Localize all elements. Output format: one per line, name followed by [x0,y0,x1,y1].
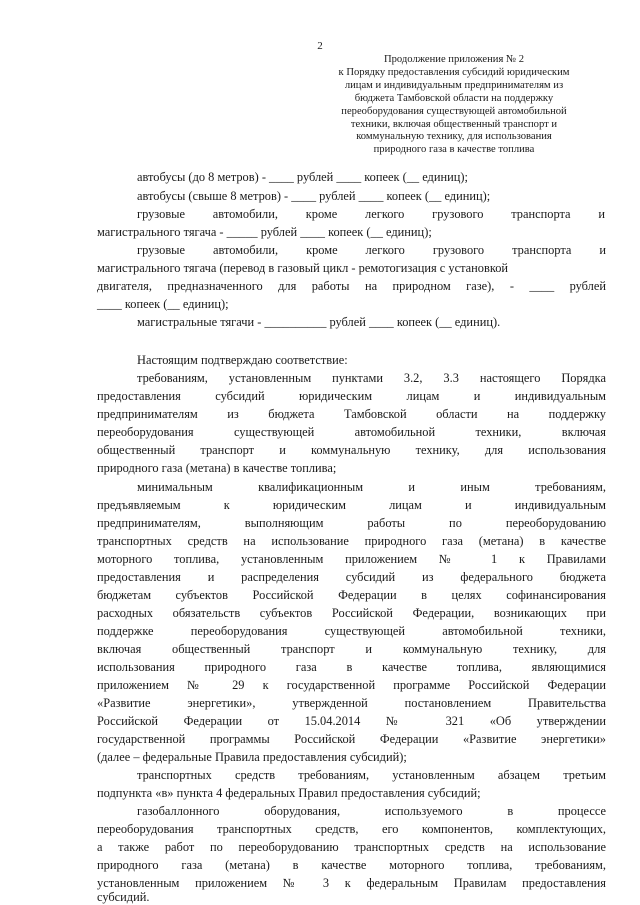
body-line: требованиям, установленным пунктами 3.2, 3.3 настоящего Порядка [137,371,606,385]
body-line: транспортных средств требованиям, установленным абзацем третьим [137,768,606,782]
body-line: Настоящим подтверждаю соответствие: [137,353,348,367]
body-line: предоставления субсидий юридическим лицам и индивидуальным [97,389,606,403]
header-line: природного газа в качестве топлива [373,144,535,156]
body-line: подпункта «в» пункта 4 федеральных Правил предоставления субсидий; [97,786,481,800]
body-line: транспортных средств на использование природного газа (метана) в качестве [97,534,606,548]
body-line: моторного топлива, установленным приложением № 1 к Правилами [97,552,606,566]
body-line: установленным приложением № 3 к федеральным Правилам предоставления [97,876,606,890]
body-line: а также работ по переоборудованию транспортных средств на использование [97,840,606,854]
body-line: природного газа (метана) в качестве моторного топлива, требованиям, [97,858,606,872]
body-line: магистрального тягача - _____ рублей ____ копеек (__ единиц); [97,225,432,239]
header-line: Продолжение приложения № 2 [383,54,525,65]
body-line: грузовые автомобили, кроме легкого грузового транспорта и [137,207,605,221]
body-line: предпринимателям, выполняющим работы по переоборудованию [97,516,606,530]
header-line: к Порядку предоставления субсидий юридическим [338,66,570,78]
header-line: коммунальную технику, для использования [356,131,552,143]
body-line: газобаллонного оборудования, используемого в процессе [137,804,606,818]
body-line: «Развитие энергетики», утвержденной постановлением Правительства [97,696,606,710]
body-line: переоборудования существующей автомобильной техники, включая [97,425,606,439]
body-line: Российской Федерации от 15.04.2014 № 321 «Об утверждении [97,714,606,728]
header-line: переоборудования существующей автомобильной [341,105,567,117]
body-line: включая общественный транспорт и коммунальную технику, для [97,642,606,656]
header-line: техники, включая общественный транспорт и [350,118,558,130]
body-line: магистрального тягача (перевод в газовый цикл - ремотогизация с установкой [97,261,509,275]
body-line: автобусы (до 8 метров) - ____ рублей ____ копеек (__ единиц); [137,170,468,184]
body-line: магистральные тягачи - __________ рублей ____ копеек (__ единиц). [137,315,501,329]
body-line: природного газа (метана) в качестве топлива; [97,461,337,475]
body-line: субсидий. [97,890,150,904]
body-line: автобусы (свыше 8 метров) - ____ рублей ____ копеек (__ единиц); [137,189,491,203]
body-line: грузовые автомобили, кроме легкого грузового транспорта и [137,243,606,257]
page-number: 2 [317,40,323,52]
body-line: расходных обязательств субъектов Российской Федерации, возникающих при [97,606,606,620]
body-line: двигателя, предназначенного для работы на природном газе), - ____ рублей [97,279,606,293]
body-line: использования природного газа в качестве топлива, являющимися [97,660,606,674]
body-line: бюджетам субъектов Российской Федерации в целях софинансирования [97,588,606,602]
body-line: поддержке переоборудования существующей автомобильной техники, [97,624,606,638]
body-line: предпринимателям из бюджета Тамбовской области на поддержку [97,407,606,421]
body-line: предъявляемым к юридическим лицам и индивидуальным [97,498,606,512]
body-line: (далее – федеральные Правила предоставления субсидий); [97,750,407,764]
body-line: минимальным квалификационным и иным требованиям, [137,480,606,494]
body-line: государственной программы Российской Федерации «Развитие энергетики» [97,732,606,746]
appendix-header [300,54,608,157]
body-line: предоставления и распределения субсидий из федерального бюджета [97,570,606,584]
body-line: переоборудования транспортных средств, его компонентов, комплектующих, [97,822,606,836]
body-line: ____ копеек (__ единиц); [97,297,229,311]
body-line: приложением № 29 к государственной программе Российской Федерации [97,678,606,692]
header-line: бюджета Тамбовской области на поддержку [354,92,554,104]
header-line: лицам и индивидуальным предпринимателям из [344,79,564,91]
body-line: общественный транспорт и коммунальную технику, для использования [97,443,606,457]
